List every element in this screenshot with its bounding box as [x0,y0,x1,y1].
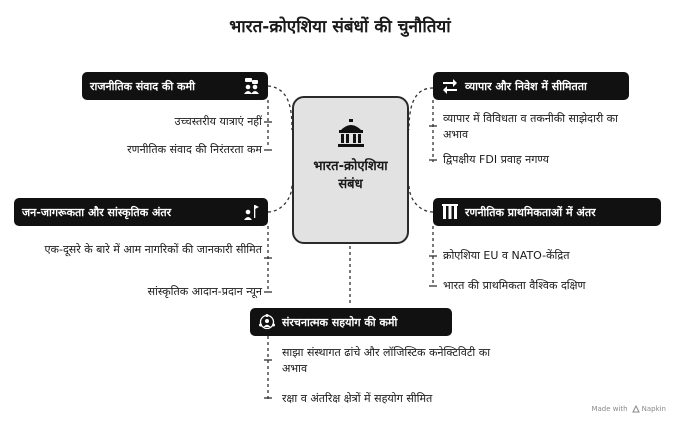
diagram-title: भारत-क्रोएशिया संबंधों की चुनौतियां [229,17,451,37]
footer-brand: Napkin [641,405,666,413]
section-strategic-header [433,198,661,226]
strategic-item-2: भारत की प्राथमिकता वैश्विक दक्षिण [443,279,586,292]
section-strategic-heading: रणनीतिक प्राथमिकताओं में अंतर [465,205,596,219]
trade-item-2: द्विपक्षीय FDI प्रवाह नगण्य [443,153,550,166]
connector-trade [409,88,433,130]
footer-text: Made with [591,405,628,413]
section-awareness-heading: जन-जागरूकता और सांस्कृतिक अंतर [22,205,172,219]
section-trade-heading: व्यापार और निवेश में सीमितता [465,79,587,93]
center-node [292,96,409,244]
structural-item-2: रक्षा व अंतरिक्ष क्षेत्रों में सहयोग सीमित [282,392,433,405]
parliament-building-icon [335,118,367,150]
trade-exchange-icon [441,77,459,95]
awareness-item-2: सांस्कृतिक आदान-प्रदान न्यून [147,285,262,298]
connector-strategic [409,185,433,212]
strategic-item-1: क्रोएशिया EU व NATO-केंद्रित [443,249,570,262]
trade-item-1: व्यापार में विविधता व तकनीकी साझेदारी का अभाव [443,112,618,141]
center-label: भारत-क्रोएशिया संबंध [313,159,388,192]
connector-awareness [268,185,292,212]
section-structural-heading: संरचनात्मक सहयोग की कमी [282,315,398,329]
awareness-item-1: एक-दूसरे के बारे में आम नागरिकों की जानकारी सीमित [44,243,262,256]
section-political-header [82,72,268,100]
network-people-icon [258,313,276,331]
political-item-1: उच्चस्तरीय यात्राएं नहीं [174,115,262,128]
section-trade-header [433,72,629,100]
made-with-napkin-footer [591,405,666,413]
section-awareness-header [14,198,268,226]
people-chat-icon [242,77,260,95]
columns-icon [441,203,459,221]
section-political-heading: राजनीतिक संवाद की कमी [90,79,195,93]
section-structural-header [250,308,452,336]
people-flag-icon [242,203,260,221]
connector-political [268,86,292,130]
political-item-2: रणनीतिक संवाद की निरंतरता कम [127,143,262,156]
structural-item-1: साझा संस्थागत ढांचे और लॉजिस्टिक कनेक्टिविटी का अभाव [282,346,491,375]
napkin-logo-icon [632,405,640,413]
